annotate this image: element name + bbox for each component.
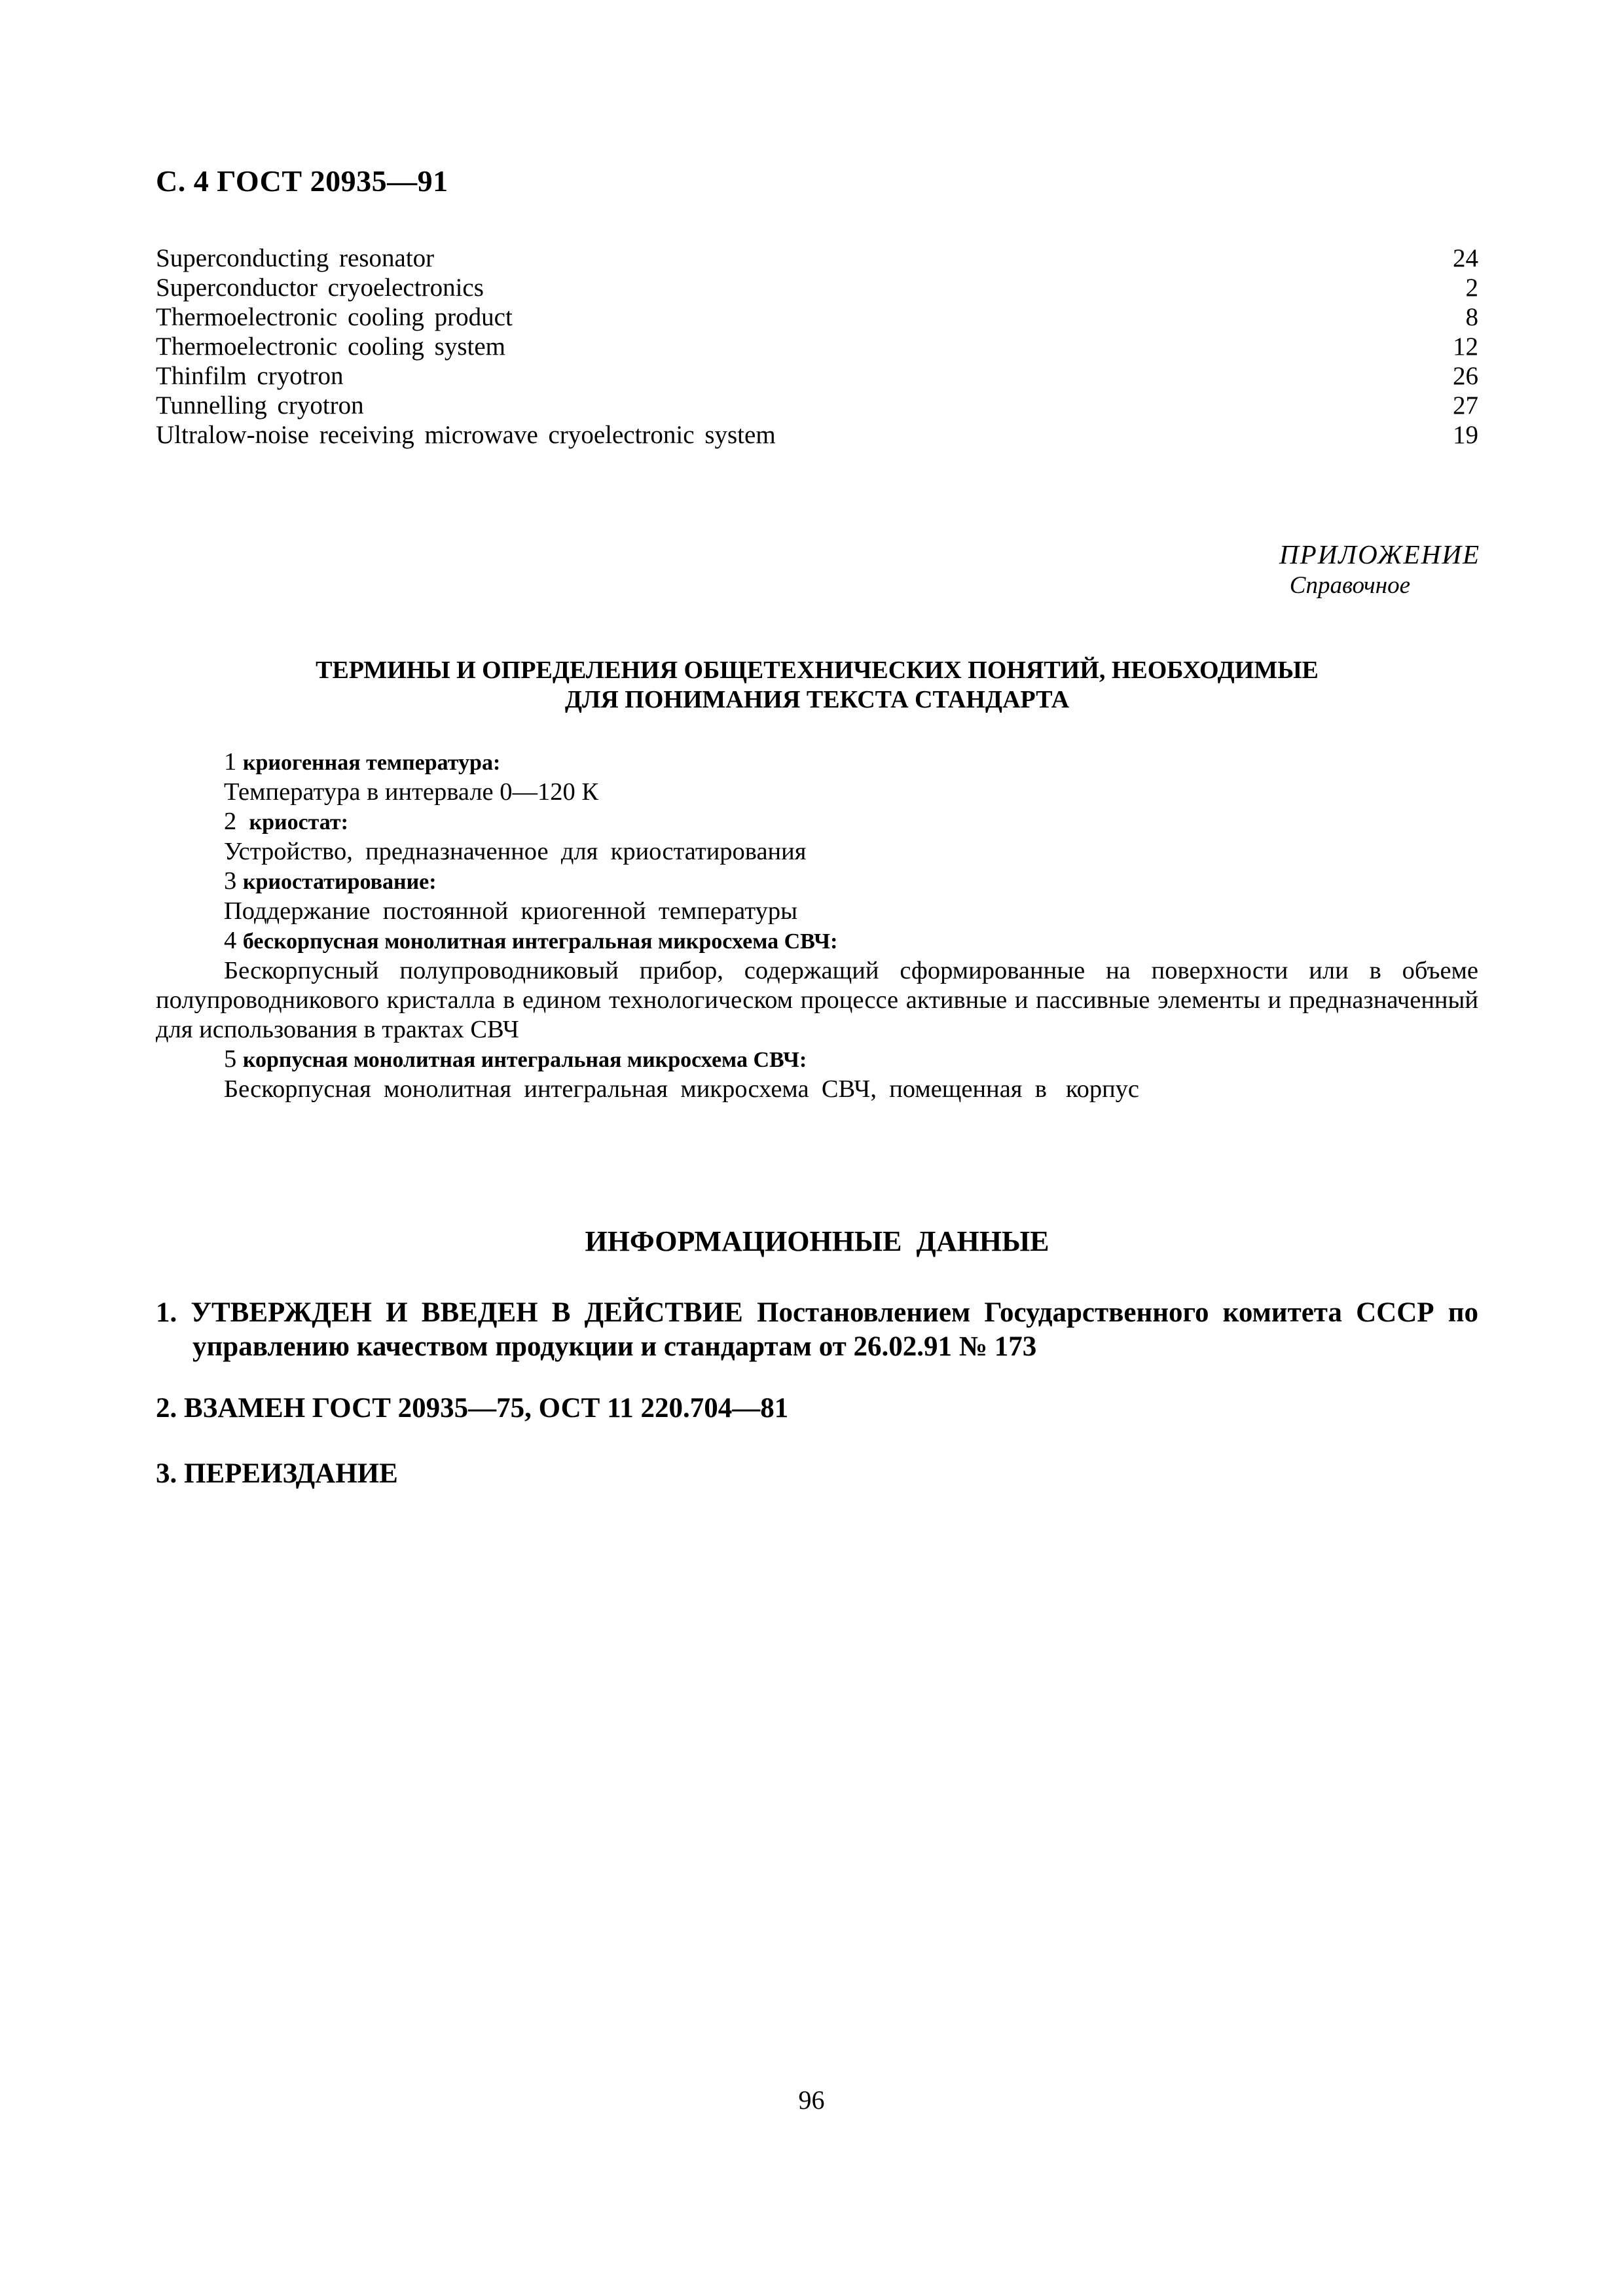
definition-term — [156, 1045, 1478, 1075]
appendix-subtitle: Справочное — [1289, 572, 1410, 599]
definition-term — [156, 747, 1478, 778]
info-item-1 — [156, 1296, 1478, 1364]
definition-term — [156, 807, 1478, 837]
definition-text: Температура в интервале 0—120 К — [224, 778, 599, 806]
index-row — [156, 302, 1478, 332]
terms-title-line: ТЕРМИНЫ И ОПРЕДЕЛЕНИЯ ОБЩЕТЕХНИЧЕСКИХ ПОНЯТИЙ, НЕОБХОДИМЫЕ — [316, 656, 1319, 684]
definitions-list — [156, 747, 1478, 1104]
definition-term — [156, 926, 1478, 956]
index-term: Ultralow-noise receiving microwave cryoelectronic system — [156, 421, 776, 449]
term-name: криостат: — [249, 810, 348, 834]
index-term: Tunnelling cryotron — [156, 391, 364, 420]
term-name: криостатирование: — [242, 870, 437, 894]
index-term: Thermoelectronic cooling system — [156, 332, 506, 361]
index-number: 8 — [1465, 303, 1478, 331]
info-item-1-line: 1. УТВЕРЖДЕН И ВВЕДЕН В ДЕЙСТВИЕ Постановлением Государственного комитета СССР по — [156, 1297, 1478, 1328]
info-item-2: 2. ВЗАМЕН ГОСТ 20935—75, ОСТ 11 220.704—81 — [156, 1393, 789, 1424]
index-row — [156, 391, 1478, 420]
definition-text: Устройство, предназначенное для криостатирования — [224, 838, 807, 865]
page-header: С. 4 ГОСТ 20935—91 — [156, 164, 448, 198]
term-number: 2 — [224, 808, 249, 835]
index-row — [156, 243, 1478, 273]
term-number: 5 — [224, 1045, 243, 1073]
definition-term — [156, 867, 1478, 897]
info-item-1-line: управлению качеством продукции и стандартам от 26.02.91 № 173 — [192, 1331, 1037, 1362]
index-number: 2 — [1465, 274, 1478, 302]
appendix-title: ПРИЛОЖЕНИЕ — [1279, 539, 1480, 569]
definition-text: Бескорпусная монолитная интегральная микросхема СВЧ, помещенная в корпус — [224, 1075, 1140, 1103]
term-name: криогенная температура: — [242, 751, 501, 775]
index-row — [156, 361, 1478, 391]
info-section-title: ИНФОРМАЦИОННЫЕ ДАННЫЕ — [585, 1225, 1049, 1257]
term-number: 4 — [224, 927, 243, 954]
index-number: 24 — [1453, 244, 1478, 272]
index-row — [156, 273, 1478, 302]
index-number: 26 — [1453, 362, 1478, 390]
index-term: Superconducting resonator — [156, 244, 435, 272]
index-row — [156, 420, 1478, 450]
index-term: Superconductor cryoelectronics — [156, 274, 484, 302]
definition-text: Бескорпусный полупроводниковый прибор, содержащий сформированные на поверхности или в объеме полупроводникового кристалла в едином технологическом процессе активные и пассивные элементы и предназначенный для использования в трактах СВЧ — [156, 957, 1478, 1043]
term-name: бескорпусная монолитная интегральная микросхема СВЧ: — [242, 929, 838, 954]
index-number: 12 — [1453, 332, 1478, 361]
definition-text: Поддержание постоянной криогенной температуры — [224, 897, 797, 925]
term-number: 1 — [224, 748, 243, 776]
term-name: корпусная монолитная интегральная микросхема СВЧ: — [242, 1048, 807, 1072]
index-number: 19 — [1453, 421, 1478, 449]
term-number: 3 — [224, 867, 243, 895]
terms-section-title — [156, 656, 1478, 715]
index-term: Thermoelectronic cooling product — [156, 303, 513, 331]
page-number: 96 — [798, 2085, 825, 2115]
appendix-label — [1279, 538, 1480, 601]
index-number: 27 — [1453, 391, 1478, 420]
info-item-3: 3. ПЕРЕИЗДАНИЕ — [156, 1458, 398, 1489]
index-row — [156, 332, 1478, 361]
term-index-list — [156, 243, 1478, 450]
terms-title-line: ДЛЯ ПОНИМАНИЯ ТЕКСТА СТАНДАРТА — [564, 686, 1070, 713]
index-term: Thinfilm cryotron — [156, 362, 344, 390]
